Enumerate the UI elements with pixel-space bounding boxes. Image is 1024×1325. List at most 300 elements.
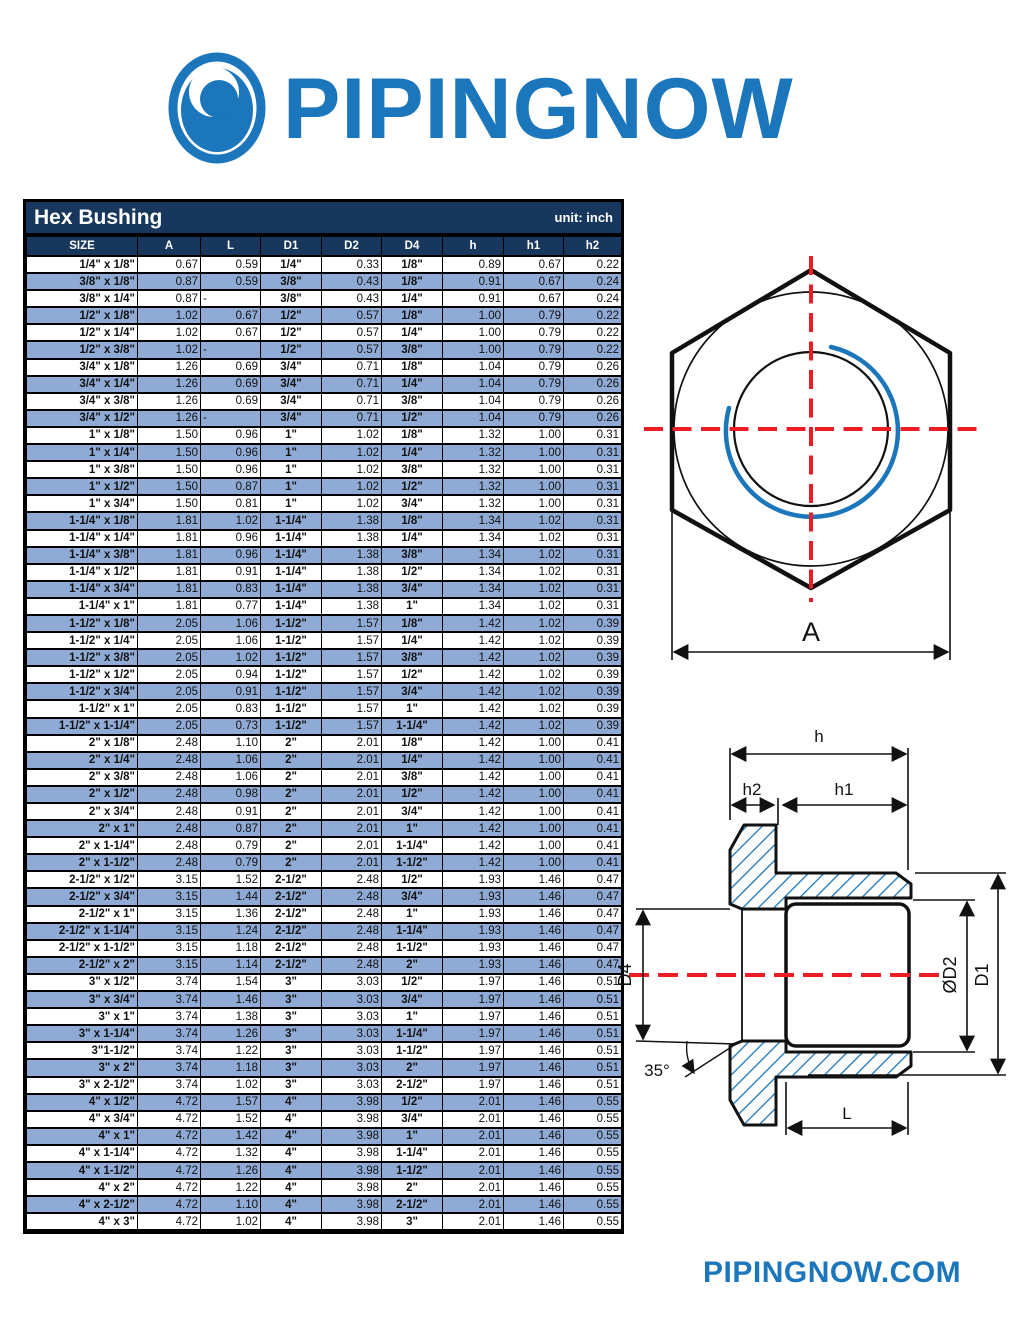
cell: 1/4" — [382, 324, 443, 341]
cell: 2.48 — [138, 786, 201, 803]
cell: 3/4" x 3/8" — [27, 393, 138, 410]
cell: 0.67 — [138, 256, 201, 273]
cell: 3/4" — [382, 991, 443, 1008]
cell: 0.57 — [322, 324, 382, 341]
cell: 1.46 — [504, 1196, 564, 1213]
cell: 0.96 — [201, 427, 261, 444]
cell: 0.55 — [564, 1162, 622, 1179]
cell: 0.47 — [564, 906, 622, 923]
cell: 2.05 — [138, 718, 201, 735]
cell: 1.00 — [504, 820, 564, 837]
cell: 0.55 — [564, 1111, 622, 1128]
cell: 0.98 — [201, 786, 261, 803]
table-row — [27, 341, 622, 358]
cell: 1.02 — [322, 427, 382, 444]
cell: 0.87 — [138, 290, 201, 307]
cell: 0.91 — [201, 803, 261, 820]
cell: 3.98 — [322, 1213, 382, 1230]
table-row — [27, 444, 622, 461]
cell: 2.01 — [443, 1196, 504, 1213]
cell: 2.01 — [443, 1179, 504, 1196]
cell: 3.15 — [138, 923, 201, 940]
cell: 0.55 — [564, 1196, 622, 1213]
cell: 0.79 — [201, 837, 261, 854]
cell: 2" x 1-1/4" — [27, 837, 138, 854]
cell: 1.50 — [138, 427, 201, 444]
cell: 3/8" x 1/4" — [27, 290, 138, 307]
cell: 2-1/2" — [261, 940, 322, 957]
cell: 2" x 1-1/2" — [27, 854, 138, 871]
cell: 3.15 — [138, 940, 201, 957]
cell: 0.41 — [564, 820, 622, 837]
cell: 0.79 — [504, 324, 564, 341]
cell: 3/8" — [382, 769, 443, 786]
column-header: D2 — [322, 236, 382, 256]
cell: 1-1/4" x 1" — [27, 598, 138, 615]
cell: 3.74 — [138, 1025, 201, 1042]
cell: 1.02 — [322, 478, 382, 495]
cell: 0.57 — [322, 341, 382, 358]
cell: 2.05 — [138, 700, 201, 717]
cell: 4.72 — [138, 1196, 201, 1213]
cell: 0.89 — [443, 256, 504, 273]
table-row — [27, 700, 622, 717]
cell: 4" x 3" — [27, 1213, 138, 1230]
cell: 0.39 — [564, 718, 622, 735]
cell: 2-1/2" x 1-1/2" — [27, 940, 138, 957]
cell: 1.42 — [443, 615, 504, 632]
cell: 1.04 — [443, 376, 504, 393]
cell: 1.00 — [504, 461, 564, 478]
table-row — [27, 974, 622, 991]
cell: 1.57 — [322, 615, 382, 632]
cell: 1.50 — [138, 444, 201, 461]
cell: 2.05 — [138, 683, 201, 700]
cell: 2.48 — [138, 752, 201, 769]
cell: 4.72 — [138, 1145, 201, 1162]
cell: 1.38 — [322, 598, 382, 615]
table-row — [27, 256, 622, 273]
cell: 2" — [261, 820, 322, 837]
cell: 1.34 — [443, 581, 504, 598]
cell: 3" x 3/4" — [27, 991, 138, 1008]
cell: 1.46 — [504, 1042, 564, 1059]
cell: 2.48 — [138, 735, 201, 752]
table-row — [27, 615, 622, 632]
cell: 0.87 — [201, 820, 261, 837]
cell: 2" x 3/4" — [27, 803, 138, 820]
cell: 4.72 — [138, 1094, 201, 1111]
cell: 1-1/4" — [382, 923, 443, 940]
cell: 1.46 — [504, 1111, 564, 1128]
table-row — [27, 1162, 622, 1179]
cell: 1" x 3/8" — [27, 461, 138, 478]
cell: 4" x 2-1/2" — [27, 1196, 138, 1213]
cell: 0.26 — [564, 376, 622, 393]
cell: 0.51 — [564, 1042, 622, 1059]
cell: 2.01 — [443, 1145, 504, 1162]
cell: 1.42 — [443, 837, 504, 854]
cell: 1.32 — [443, 444, 504, 461]
table-row — [27, 1008, 622, 1025]
cell: 2.05 — [138, 666, 201, 683]
cell: 3/4" — [261, 393, 322, 410]
cell: 1/4" — [261, 256, 322, 273]
cell: 2-1/2" x 1" — [27, 906, 138, 923]
cell: 0.39 — [564, 700, 622, 717]
cell: 0.31 — [564, 530, 622, 547]
cell: 0.33 — [322, 256, 382, 273]
cell: 3/8" — [382, 461, 443, 478]
cell: 2" x 1" — [27, 820, 138, 837]
cell: 3/4" — [261, 376, 322, 393]
cell: 1.02 — [504, 564, 564, 581]
cell: 1" — [261, 461, 322, 478]
cell: 0.22 — [564, 341, 622, 358]
cell: 0.24 — [564, 273, 622, 290]
cell: 1.38 — [322, 547, 382, 564]
cell: 1.18 — [201, 940, 261, 957]
cell: 1/2" — [382, 1094, 443, 1111]
cell: 1-1/2" x 1/2" — [27, 666, 138, 683]
cell: 3" x 1/2" — [27, 974, 138, 991]
cell: 1-1/2" — [382, 854, 443, 871]
cell: 4" x 1" — [27, 1128, 138, 1145]
cell: 1.34 — [443, 547, 504, 564]
cell: 3.98 — [322, 1162, 382, 1179]
dim-label-a: A — [801, 617, 821, 647]
cell: 2" x 3/8" — [27, 769, 138, 786]
cell: - — [201, 341, 261, 358]
cell: 0.96 — [201, 547, 261, 564]
cell: 1.38 — [322, 512, 382, 529]
cell: 2.48 — [322, 923, 382, 940]
cell: 1/2" — [261, 324, 322, 341]
cell: 1.81 — [138, 564, 201, 581]
cell: 1/8" — [382, 512, 443, 529]
cell: 3.74 — [138, 1059, 201, 1076]
cell: 1.26 — [201, 1025, 261, 1042]
cell: 1.97 — [443, 974, 504, 991]
cell: 2" — [261, 769, 322, 786]
column-header: SIZE — [27, 236, 138, 256]
cell: 1.02 — [201, 512, 261, 529]
cell: 3" x 2" — [27, 1059, 138, 1076]
column-header: L — [201, 236, 261, 256]
cell: 0.55 — [564, 1094, 622, 1111]
cell: 0.41 — [564, 803, 622, 820]
dim-label-l: L — [842, 1104, 852, 1123]
table-row — [27, 718, 622, 735]
spec-table-container — [23, 199, 624, 1234]
cell: 1.93 — [443, 923, 504, 940]
cell: 1/8" — [382, 427, 443, 444]
cell: 0.47 — [564, 871, 622, 888]
cell: 1.02 — [504, 615, 564, 632]
cell: 1/8" — [382, 359, 443, 376]
cell: 2-1/2" — [382, 1196, 443, 1213]
cell: 0.67 — [504, 290, 564, 307]
dim-label-h2: h2 — [742, 780, 762, 799]
cell: 1.57 — [322, 718, 382, 735]
cell: 3.03 — [322, 1025, 382, 1042]
table-row — [27, 1179, 622, 1196]
table-row — [27, 632, 622, 649]
cell: 1-1/2" x 1/8" — [27, 615, 138, 632]
cell: 1.93 — [443, 957, 504, 974]
cell: 1.46 — [504, 1179, 564, 1196]
cell: 2.05 — [138, 632, 201, 649]
cell: 1/8" — [382, 273, 443, 290]
column-header: h1 — [504, 236, 564, 256]
cell: 1-1/2" — [261, 718, 322, 735]
cell: 1" x 1/2" — [27, 478, 138, 495]
cell: 2-1/2" x 1/2" — [27, 871, 138, 888]
cell: 1.42 — [443, 769, 504, 786]
cell: 2.48 — [322, 940, 382, 957]
cell: 1.10 — [201, 1196, 261, 1213]
table-row — [27, 752, 622, 769]
cell: 1-1/2" x 1/4" — [27, 632, 138, 649]
cell: 0.47 — [564, 888, 622, 905]
table-row — [27, 1111, 622, 1128]
table-row — [27, 666, 622, 683]
cell: 2-1/2" x 3/4" — [27, 888, 138, 905]
cell: 1.36 — [201, 906, 261, 923]
cell: 1/2" — [261, 307, 322, 324]
cell: 1.24 — [201, 923, 261, 940]
cell: 1.00 — [504, 495, 564, 512]
cell: 1.46 — [504, 1059, 564, 1076]
cell: 1-1/2" — [382, 1042, 443, 1059]
cell: 3.98 — [322, 1196, 382, 1213]
cell: 2" — [382, 1179, 443, 1196]
cell: 3" — [261, 991, 322, 1008]
cell: 0.26 — [564, 410, 622, 427]
cell: 4" — [261, 1145, 322, 1162]
cell: 2.01 — [443, 1213, 504, 1230]
column-header: h2 — [564, 236, 622, 256]
cell: 1.46 — [504, 940, 564, 957]
cell: 1.81 — [138, 598, 201, 615]
cell: 1/2" — [382, 666, 443, 683]
cell: 2.05 — [138, 615, 201, 632]
cell: 3.98 — [322, 1179, 382, 1196]
table-row — [27, 290, 622, 307]
cell: 1-1/4" x 3/8" — [27, 547, 138, 564]
dim-label-angle: 35° — [644, 1061, 670, 1080]
table-row — [27, 273, 622, 290]
cell: 2-1/2" — [261, 906, 322, 923]
cell: 1-1/4" x 1/8" — [27, 512, 138, 529]
table-row — [27, 957, 622, 974]
cell: 1.42 — [443, 854, 504, 871]
cell: 2.48 — [322, 871, 382, 888]
cell: 1.57 — [322, 632, 382, 649]
cell: 2.48 — [322, 957, 382, 974]
cell: 4.72 — [138, 1179, 201, 1196]
table-row — [27, 837, 622, 854]
cell: 1" x 1/4" — [27, 444, 138, 461]
table-body — [27, 256, 622, 1230]
cell: 1.06 — [201, 769, 261, 786]
cell: 0.83 — [201, 700, 261, 717]
cell: 1.42 — [443, 803, 504, 820]
cell: 1.02 — [138, 307, 201, 324]
cell: 3/8" — [261, 273, 322, 290]
cell: 1-1/2" — [261, 615, 322, 632]
spec-table — [26, 235, 622, 1231]
cell: 1.97 — [443, 1008, 504, 1025]
table-row — [27, 478, 622, 495]
cell: 1.97 — [443, 991, 504, 1008]
cell: 2" x 1/2" — [27, 786, 138, 803]
cell: 1.42 — [443, 820, 504, 837]
cell: 0.51 — [564, 1059, 622, 1076]
cell: 1.97 — [443, 1042, 504, 1059]
dim-label-h1: h1 — [834, 780, 854, 799]
cell: 1.02 — [504, 530, 564, 547]
unit-label: unit: inch — [554, 210, 613, 225]
cell: 1-1/4" — [382, 1025, 443, 1042]
cell: 1.06 — [201, 615, 261, 632]
cell: 2.01 — [322, 769, 382, 786]
cell: 2.05 — [138, 649, 201, 666]
cell: 0.51 — [564, 1025, 622, 1042]
cell: 2.01 — [322, 803, 382, 820]
cell: 1.42 — [443, 649, 504, 666]
cell: 0.51 — [564, 1077, 622, 1094]
cell: 1.97 — [443, 1059, 504, 1076]
cell: 1.02 — [504, 581, 564, 598]
cell: 3" x 1" — [27, 1008, 138, 1025]
cell: 4" — [261, 1196, 322, 1213]
cell: 0.79 — [504, 376, 564, 393]
cell: 2" — [261, 735, 322, 752]
cell: 1.81 — [138, 512, 201, 529]
cell: 2-1/2" — [261, 888, 322, 905]
cell: 1.02 — [504, 547, 564, 564]
cell: 3" — [261, 974, 322, 991]
cell: 0.81 — [201, 495, 261, 512]
cell: 1.02 — [201, 1213, 261, 1230]
cell: 0.26 — [564, 393, 622, 410]
cell: 2.01 — [322, 752, 382, 769]
cell: 0.31 — [564, 427, 622, 444]
cell: 1.46 — [504, 923, 564, 940]
cell: 3/4" — [382, 495, 443, 512]
cell: 0.31 — [564, 478, 622, 495]
cell: 1.04 — [443, 393, 504, 410]
cell: 0.41 — [564, 735, 622, 752]
cell: 3" x 1-1/4" — [27, 1025, 138, 1042]
cell: 1" — [382, 820, 443, 837]
cell: 1.34 — [443, 530, 504, 547]
cell: 1.81 — [138, 581, 201, 598]
column-header: h — [443, 236, 504, 256]
cell: 3/4" — [382, 683, 443, 700]
cell: 1.26 — [138, 376, 201, 393]
cell: 0.31 — [564, 495, 622, 512]
cell: 1.02 — [322, 461, 382, 478]
cell: 1.02 — [201, 649, 261, 666]
dim-label-d1: D1 — [972, 963, 992, 987]
cell: 4" — [261, 1111, 322, 1128]
cell: 1.02 — [322, 495, 382, 512]
cell: 1.18 — [201, 1059, 261, 1076]
cell: 3/4" — [382, 888, 443, 905]
cell: 2.01 — [443, 1162, 504, 1179]
cell: 0.79 — [504, 393, 564, 410]
cell: 0.31 — [564, 512, 622, 529]
cell: 1-1/2" x 1" — [27, 700, 138, 717]
cell: 0.55 — [564, 1213, 622, 1230]
cell: 1.57 — [322, 700, 382, 717]
table-row — [27, 495, 622, 512]
cell: 1/8" — [382, 615, 443, 632]
column-header: D1 — [261, 236, 322, 256]
cell: - — [201, 410, 261, 427]
table-row — [27, 1213, 622, 1230]
cell: 4" x 1-1/4" — [27, 1145, 138, 1162]
cell: 1-1/4" — [382, 1145, 443, 1162]
cell: 1/2" x 1/8" — [27, 307, 138, 324]
cell: 3.15 — [138, 871, 201, 888]
cell: 0.41 — [564, 769, 622, 786]
cell: 1.97 — [443, 1025, 504, 1042]
cell: 0.26 — [564, 359, 622, 376]
cell: 1.02 — [504, 632, 564, 649]
cell: 0.47 — [564, 957, 622, 974]
table-row — [27, 854, 622, 871]
cell: 0.43 — [322, 290, 382, 307]
cell: 1.42 — [443, 735, 504, 752]
cell: 1.00 — [504, 427, 564, 444]
cell: 1-1/4" — [261, 547, 322, 564]
cell: 3.03 — [322, 1042, 382, 1059]
table-row — [27, 410, 622, 427]
cell: 2.01 — [443, 1111, 504, 1128]
cell: 2" — [382, 1059, 443, 1076]
cell: 2.01 — [322, 786, 382, 803]
cell: 1-1/2" — [382, 940, 443, 957]
cell: 1.02 — [138, 341, 201, 358]
cell: 2-1/2" — [261, 957, 322, 974]
table-row — [27, 906, 622, 923]
cell: 0.41 — [564, 854, 622, 871]
cell: 3/8" — [261, 290, 322, 307]
cell: 1.32 — [443, 478, 504, 495]
cell: 1.26 — [138, 410, 201, 427]
cell: 1-1/2" x 1-1/4" — [27, 718, 138, 735]
cell: 1.06 — [201, 632, 261, 649]
cell: 0.22 — [564, 307, 622, 324]
cell: 1.42 — [443, 718, 504, 735]
cell: 1.02 — [138, 324, 201, 341]
website-url: PIPINGNOW.COM — [703, 1256, 962, 1289]
cell: 0.77 — [201, 598, 261, 615]
cell: 1.38 — [322, 581, 382, 598]
table-row — [27, 683, 622, 700]
cell: 4" — [261, 1094, 322, 1111]
table-row — [27, 376, 622, 393]
cell: 1.38 — [322, 530, 382, 547]
table-row — [27, 1042, 622, 1059]
cell: 0.22 — [564, 256, 622, 273]
cell: 1.00 — [504, 786, 564, 803]
cell: 2.48 — [138, 854, 201, 871]
cell: 0.41 — [564, 752, 622, 769]
